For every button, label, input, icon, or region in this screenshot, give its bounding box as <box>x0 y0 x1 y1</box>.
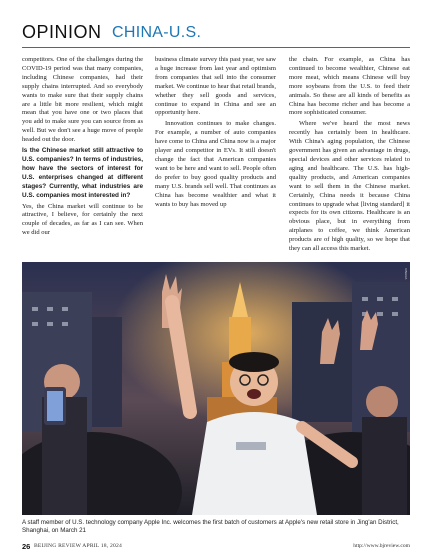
paragraph: Innovation continues to make changes. For example, a number of auto companies have come to China and China now is a major player and competitor in EVs. It still doesn't change the fact that American companies want to be here and want to sell. People often do prefer to buy good quality products and many U.S. brands sell well. That continues as China has become wealthier and what it wants to buy has moved up <box>155 120 276 208</box>
article-column-3 <box>289 56 410 252</box>
photo-caption: A staff member of U.S. technology company Apple Inc. welcomes the first batch of customers at Apple's new retail store in Jing'an District, Shanghai, on March 21 <box>22 519 399 535</box>
photo-credit: XINHUA <box>404 268 408 280</box>
section-label: OPINION <box>22 22 102 42</box>
paragraph: business climate survey this past year, we saw a huge increase from last year and optimism from companies that sell into the consumer market. We continue to hear that retail brands, whether they sell goods and services, continue to expand in China and see an opportunity here. <box>155 56 276 117</box>
article-photo <box>22 262 410 515</box>
header-rule <box>22 47 410 48</box>
article-column-1 <box>22 56 143 252</box>
paragraph: Where we've heard the most news recently has certainly been in healthcare. With China's aging population, the Chinese government has given an advantage in drugs, special devices and other services related to aging and healthcare. The U.S. has high-quality products, and American companies want to sell them in the Chinese market. Certainly, China needs it because China continues to upgrade what [living standard] it expects for its own citizens. Healthcare is an obvious place, but in everything from airplanes to coffee, we think American products are of high quality, so we hope that they can all access this market. <box>289 120 410 252</box>
section-header <box>22 20 410 46</box>
interview-question: Is the Chinese market still attractive to U.S. companies? In terms of industries, how have the sectors of interest for U.S. enterprises changed at different stages? Currently, what industries are U.S. companies most interested in? <box>22 147 143 199</box>
page-number: 26 <box>22 542 31 551</box>
paragraph: the chain. For example, as China has continued to become wealthier, Chinese eat more meat, which means Chinese will buy more soybeans from the U.S. to feed their animals. So these are all kinds of benefits as China has become richer and has become a more sophisticated consumer. <box>289 56 410 117</box>
topic-label: CHINA-U.S. <box>112 24 202 41</box>
paragraph: Yes, the China market will continue to be attractive, I believe, for certainly the next couple of decades, as far as I can see. When we did our <box>22 202 143 237</box>
website-url: http://www.bjreview.com <box>353 543 410 549</box>
paragraph: competitors. One of the challenges during the COVID-19 period was that many companies, including Chinese companies, had their supply chains interrupted. And so everybody wants to make sure that their supply chains are a little bit more resilient, which might mean that you have one or two places that you add to make sure you can source from as well. But we don't see a huge move of people headed out the door. <box>22 56 143 144</box>
page-footer <box>22 542 410 552</box>
publication-name: BEIJING REVIEW APRIL 18, 2024 <box>34 543 122 549</box>
article-column-2 <box>155 56 276 252</box>
photo-illustration <box>22 262 410 515</box>
